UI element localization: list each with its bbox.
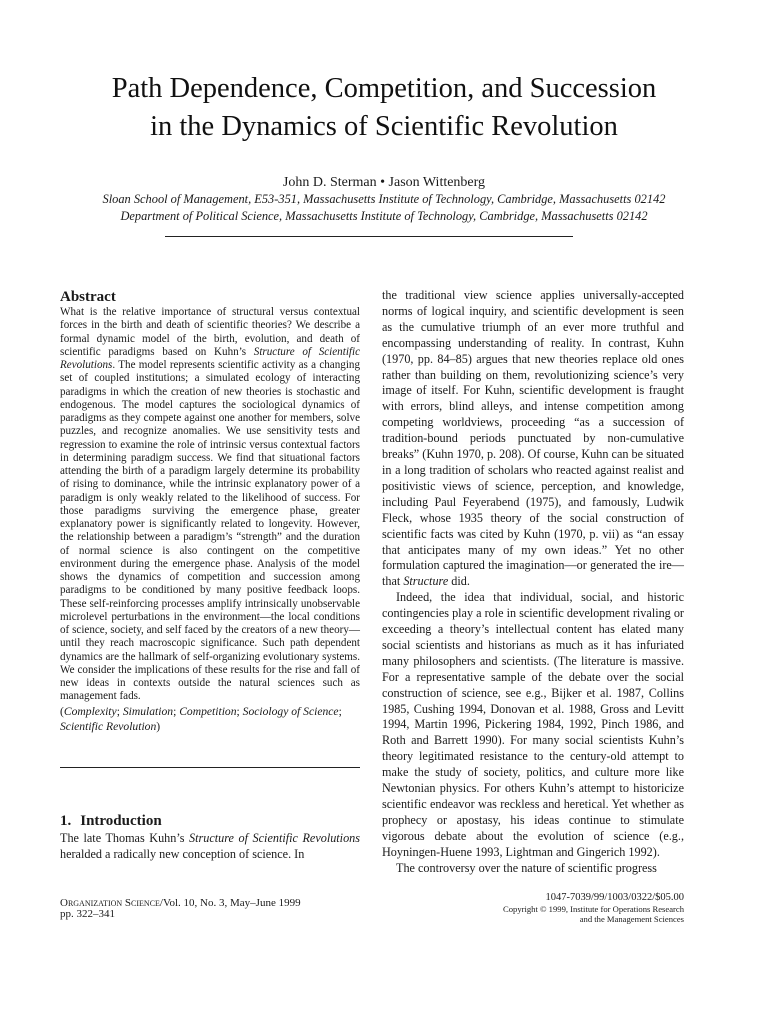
abstract-text-1: What is the relative importance of structural versus contextual forces in the birth and death of scientific theories? We describe a formal dynamic model of the birth, evolution, and death of scientific paradigms based on Kuhn’s (60, 306, 360, 358)
introduction-text (60, 830, 360, 862)
section-title: Introduction (80, 813, 162, 829)
paragraph-text: the traditional view science applies universally-accepted norms of logical inquiry, and scientific development is seen as the cumulative triumph of an ever more truthful and encompassing understanding of reality. In contrast, Kuhn (1970, pp. 84–85) argues that new theories replace old ones rather than building on them, revolutionizing science’s very image of itself. For Kuhn, scientific development is fraught with errors, blind alleys, and intense competition among competing worldviews, proceeding “as a succession of tradition-bound periods punctuated by non-cumulative breaks” (Kuhn 1970, p. 208). Of course, Kuhn can be situated in a long tradition of scholars who reacted against realist and positivistic views of science, perception, and knowledge, including Paul Feyerabend (1975), and famously, Ludwik Fleck, whose 1935 theory of the social construction of scientific facts was cited by Kuhn (1970, p. vii) as “an essay that anticipates many of my own ideas.” Yet no other formulation captured the imagination—or generated the ire—that (382, 288, 684, 589)
paragraph (382, 288, 684, 590)
journal-name: Organization Science (60, 897, 160, 909)
page-range: pp. 322–341 (60, 908, 115, 920)
journal-citation (60, 898, 301, 920)
abstract-heading: Abstract (60, 289, 116, 305)
copyright-line: Copyright © 1999, Institute for Operations Research (503, 904, 684, 914)
copyright-line-2: and the Management Sciences (579, 914, 684, 924)
keywords: (Complexity; Simulation; Competition; Sociology of Science; Scientific Revolution) (60, 704, 342, 733)
keyword: Simulation (122, 704, 174, 718)
right-column (382, 288, 684, 877)
section-heading-introduction (60, 812, 162, 830)
abstract-book-title: Structure of Scientific Revolutions (60, 345, 360, 371)
paragraph: The controversy over the nature of scientific progress (396, 860, 657, 875)
affiliation-2: Department of Political Science, Massachusetts Institute of Technology, Cambridge, Massachusetts 02142 (120, 209, 648, 223)
abstract-text-2: . The model represents scientific activity as a changing set of coupled institutions; a simulated ecology of interacting paradigms in which the creation of new theories is stochastic and endogenous. The model captures the sociological dynamics of paradigms as they compete against one another for members, solve puzzles, and recognize anomalies. We use sensitivity tests and regression to examine the role of intrinsic versus contextual factors in determining paradigm success. We find that situational factors attending the birth of a paradigm largely determine its probability of rising to dominance, while the intrinsic explanatory power of a paradigm is only weakly related to the likelihood of success. For those paradigms surviving the emergence phase, greater explanatory power is significantly related to longevity. However, the relationship between a paradigm’s “strength” and the duration of normal science is also contingent on the competitive environment during the emergence phase. Analysis of the model shows the dynamics of competition and succession among paradigms to be conditioned by many positive feedback loops. These self-reinforcing processes amplify intrinsically unobservable microlevel perturbations in the environment—the local conditions of science, society, and self faced by the creators of a new theory—until they reach macroscopic significance. Such path dependent dynamics are the hallmark of self-organizing evolutionary systems. We consider the implications of these results for the rise and fall of new ideas in contexts outside the natural sciences such as management fads. (60, 359, 360, 703)
authors: John D. Sterman • Jason Wittenberg (282, 175, 486, 190)
issn-code: 1047-7039/99/1003/0322/$05.00 (545, 892, 684, 903)
abstract-body (60, 306, 360, 704)
copyright-block (503, 892, 684, 924)
keyword: Scientific Revolution (60, 719, 157, 733)
keyword: Complexity (63, 704, 117, 718)
paragraph-text: did. (448, 574, 470, 589)
paper-title (0, 70, 768, 146)
journal-volume: /Vol. 10, No. 3, May–June 1999 (159, 897, 301, 909)
keyword: Competition (179, 704, 237, 718)
section-number: 1. (60, 813, 72, 829)
abstract-divider (60, 767, 360, 768)
title-line-2: in the Dynamics of Scientific Revolution (150, 111, 618, 142)
keyword: Sociology of Science (242, 704, 339, 718)
paragraph-book-title: Structure (403, 574, 449, 589)
affiliation-1: Sloan School of Management, E53-351, Massachusetts Institute of Technology, Cambridge, Massachusetts 02142 (102, 192, 666, 206)
intro-book-title: Structure of Scientific Revolutions (189, 831, 360, 845)
header-divider (165, 236, 573, 237)
paragraph: Indeed, the idea that individual, social, and historic contingencies play a role in scientific development rivaling or exceeding a theory’s intellectual content has elated many social scientists and historians as much as it has infuriated many philosophers and scientists. (The literature is massive. For a representative sample of the debate over the social construction of science, see e.g., Bijker et al. 1987, Collins 1985, Cushing 1994, Donovan et al. 1988, Gross and Levitt 1994, Martin 1996, Pickering 1984, 1992, Pinch 1986, and Roth and Barrett 1990). For many social scientists Kuhn’s theory legitimated resistance to the century-old attempt to make the study of society, politics, and culture more like Newtonian physics. For others Kuhn’s attempt to historicize scientific endeavor was reckless and heretical. Yet whether as prophecy or apostasy, his ideas continue to stimulate vigorous debate about the evolution of science (e.g., Hoyningen-Huene 1993, Lightman and Gingerich 1992). (382, 590, 684, 859)
intro-text-1: The late Thomas Kuhn’s (60, 831, 190, 845)
left-column (60, 288, 360, 734)
title-line-1: Path Dependence, Competition, and Succession (111, 73, 657, 104)
intro-text-2: heralded a radically new conception of science. In (60, 847, 305, 861)
